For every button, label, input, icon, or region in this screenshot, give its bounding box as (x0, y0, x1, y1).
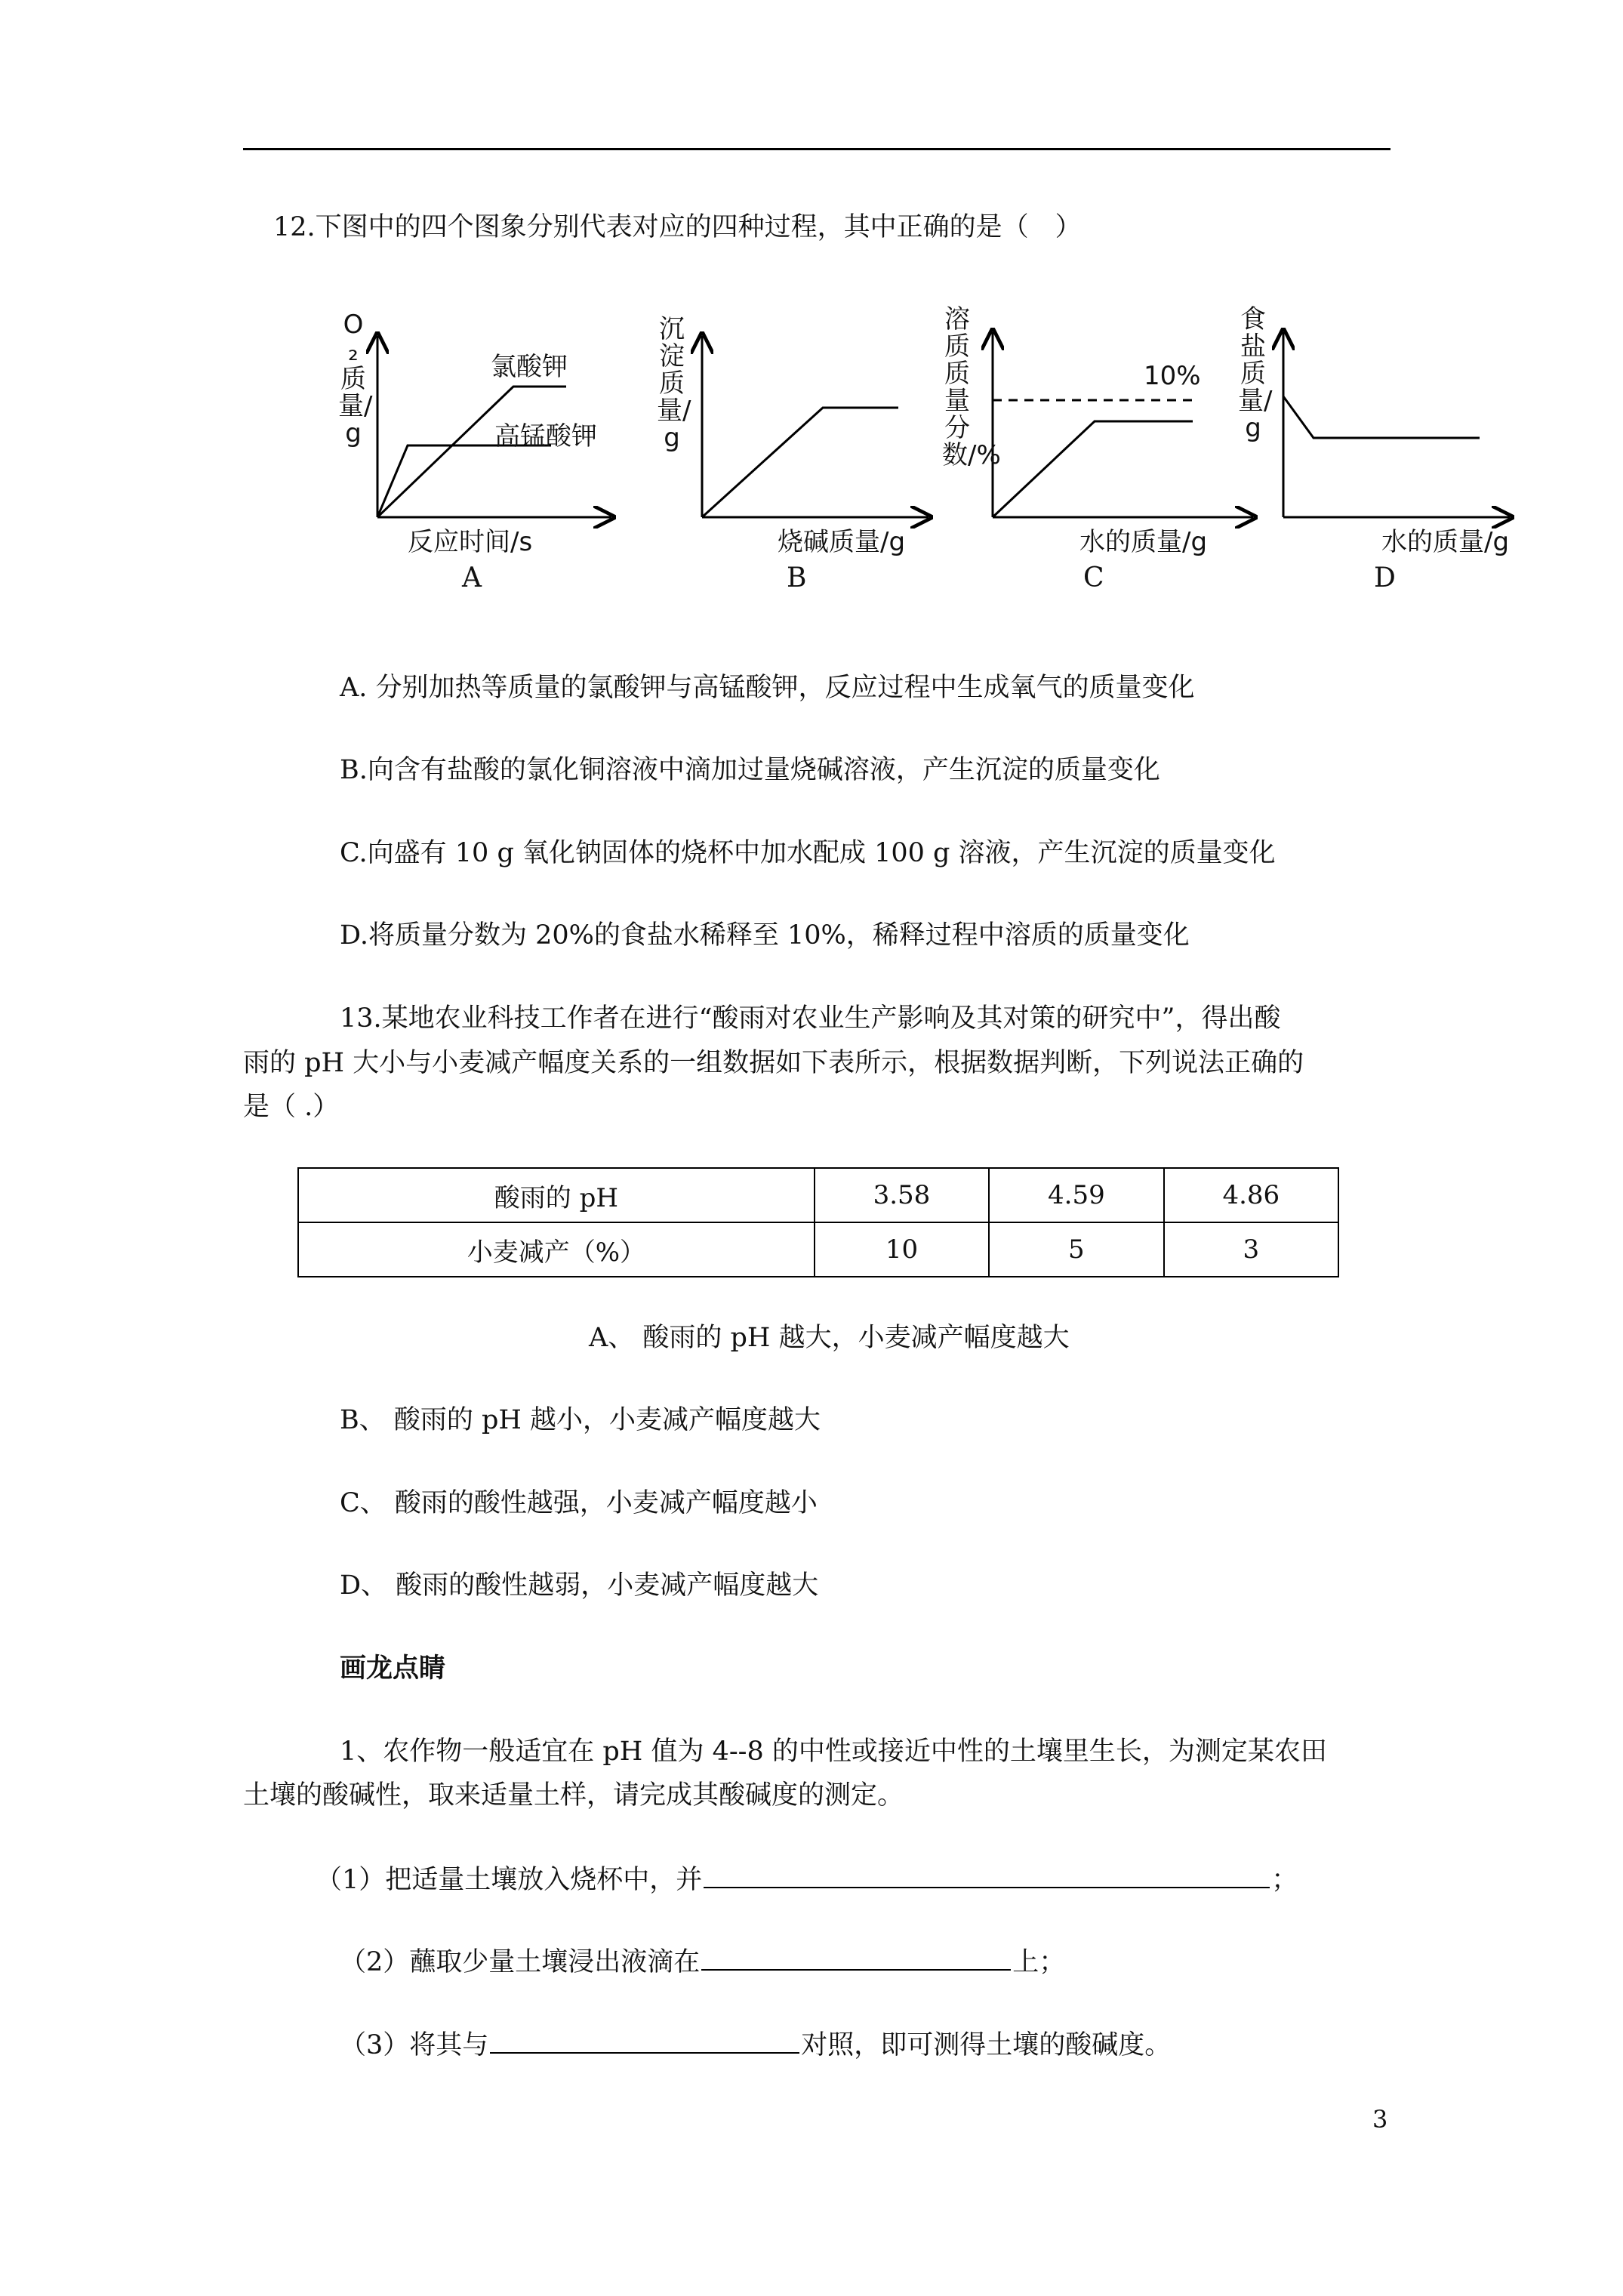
table-cell: 10 (815, 1222, 989, 1277)
graph-d-y-label: 食盐质量/g (1238, 304, 1273, 443)
section-p1-line2: 土壤的酸碱性，取来适量土样，请完成其酸碱度的测定。 (243, 1780, 904, 1811)
header-rule (243, 148, 1390, 150)
q13-stem-line2: 雨的 pH 大小与小麦减产幅度关系的一组数据如下表所示，根据数据判断，下列说法正确的 (243, 1048, 1304, 1078)
q12-figure (325, 302, 1548, 604)
step-2-blank[interactable] (701, 1943, 1011, 1971)
q13-option-b: B、 酸雨的 pH 越小，小麦减产幅度越大 (340, 1405, 821, 1435)
table-row (298, 1222, 1338, 1277)
section-p1-line1: 1、农作物一般适宜在 pH 值为 4--8 的中性或接近中性的土壤里生长，为测定某农田 (340, 1737, 1327, 1767)
graph-a-y-label: O₂质量/g (338, 310, 373, 448)
step-3-blank[interactable] (490, 2026, 799, 2054)
step-1-prefix: （1）把适量土壤放入烧杯中，并 (316, 1865, 703, 1895)
graph-d-letter: D (1374, 562, 1396, 593)
graph-a-letter: A (462, 562, 482, 593)
graph-a-x-label: 反应时间/s (408, 527, 533, 557)
graph-c-x-label: 水的质量/g (1079, 527, 1208, 557)
table-cell: 3.58 (815, 1168, 989, 1222)
graph-a-kmno4-line (377, 445, 551, 517)
q12-option-b: B.向含有盐酸的氯化铜溶液中滴加过量烧碱溶液，产生沉淀的质量变化 (340, 755, 1160, 785)
section-heading: 画龙点睛 (340, 1653, 446, 1684)
q13-stem-line1: 13.某地农业科技工作者在进行“酸雨对农业生产影响及其对策的研究中”，得出酸 (340, 1003, 1281, 1034)
graph-c-line (993, 421, 1193, 517)
graph-c-letter: C (1083, 562, 1104, 593)
graph-c-annotation-10pct: 10% (1144, 361, 1201, 391)
graph-b-letter: B (787, 562, 807, 593)
q12-option-a: A. 分别加热等质量的氯酸钾与高锰酸钾，反应过程中生成氧气的质量变化 (340, 673, 1195, 703)
graph-a-annotation-kclo3: 氯酸钾 (491, 352, 568, 382)
step-1 (316, 1861, 1298, 1897)
table-cell: 5 (989, 1222, 1163, 1277)
q13-stem-line3: 是（ .） (243, 1092, 340, 1122)
step-2 (340, 1943, 1065, 1980)
step-3-prefix: （3）将其与 (340, 2030, 489, 2060)
table-cell: 3 (1164, 1222, 1338, 1277)
q13-data-table (297, 1167, 1339, 1277)
q13-option-d: D、 酸雨的酸性越弱，小麦减产幅度越大 (340, 1570, 819, 1601)
q13-option-a: A、 酸雨的 pH 越大，小麦减产幅度越大 (589, 1323, 1070, 1353)
q13-option-c: C、 酸雨的酸性越强，小麦减产幅度越小 (340, 1488, 818, 1518)
step-2-prefix: （2）蘸取少量土壤浸出液滴在 (340, 1947, 701, 1977)
q12-option-c: C.向盛有 10 g 氧化钠固体的烧杯中加水配成 100 g 溶液，产生沉淀的质量变化 (340, 838, 1276, 868)
q12-stem: 12.下图中的四个图象分别代表对应的四种过程，其中正确的是（ ） (273, 212, 1082, 242)
step-2-suffix: 上； (1012, 1947, 1066, 1977)
step-3-suffix: 对照，即可测得土壤的酸碱度。 (801, 2030, 1172, 2060)
graph-d-x-label: 水的质量/g (1381, 527, 1510, 557)
table-cell: 小麦减产（%） (298, 1222, 815, 1277)
table-cell: 4.59 (989, 1168, 1163, 1222)
graph-c-y-label: 溶质质量分数/% (942, 304, 1001, 470)
q12-option-d: D.将质量分数为 20%的食盐水稀释至 10%，稀释过程中溶质的质量变化 (340, 920, 1190, 951)
graph-b-x-label: 烧碱质量/g (778, 527, 906, 557)
step-1-suffix: ； (1271, 1865, 1298, 1895)
page-number: 3 (1372, 2105, 1388, 2134)
table-cell: 酸雨的 pH (298, 1168, 815, 1222)
graph-a-annotation-kmno4: 高锰酸钾 (494, 421, 597, 451)
graph-b-y-label: 沉淀质量/g (657, 314, 691, 453)
step-1-blank[interactable] (704, 1861, 1270, 1888)
table-cell: 4.86 (1164, 1168, 1338, 1222)
step-3 (340, 2026, 1171, 2063)
graph-d-line (1283, 396, 1480, 438)
graph-b-line (702, 408, 898, 517)
table-row (298, 1168, 1338, 1222)
